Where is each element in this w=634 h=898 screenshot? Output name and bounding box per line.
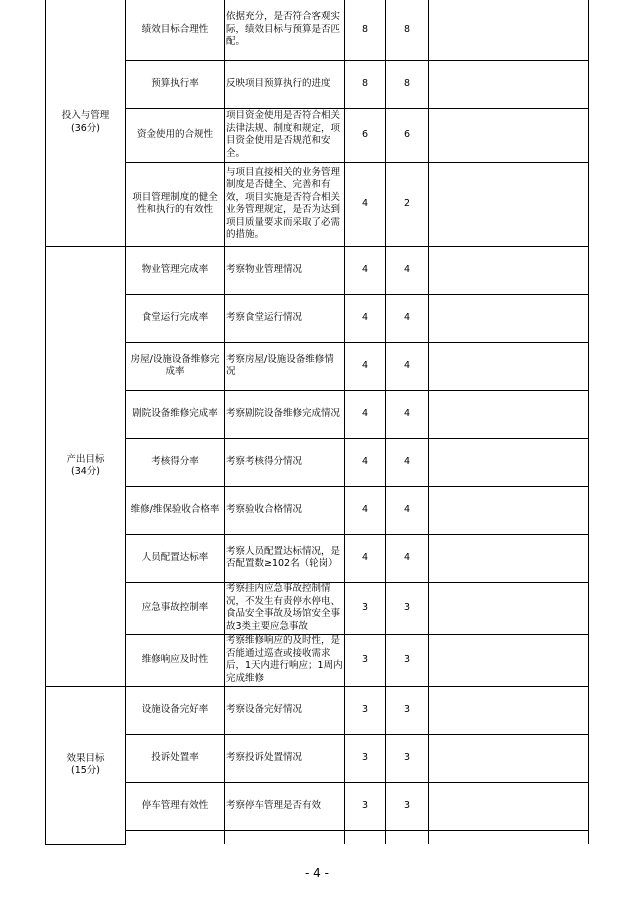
- indicator-cell: 设施设备完好率: [126, 686, 225, 734]
- evaluation-table-sheet: [45, 0, 588, 862]
- table-row: [46, 162, 589, 246]
- description-cell: 考察停车管理是否有效: [225, 782, 345, 830]
- description-cell: 考察验收合格情况: [225, 486, 345, 534]
- note-cell: [429, 390, 589, 438]
- description-cell: 与项目直接相关的业务管理制度是否健全、完善和有效，项目实施是否符合相关业务管理规定，是否为达到项目质量要求而采取了必需的措施。: [225, 162, 345, 246]
- score-cell: 4: [386, 246, 429, 294]
- score-cell: 4: [386, 534, 429, 582]
- score-cell: 2: [386, 162, 429, 246]
- weight-cell: 8: [345, 0, 386, 60]
- weight-cell: 3: [345, 634, 386, 686]
- note-cell: [429, 162, 589, 246]
- indicator-cell: 食堂运行完成率: [126, 294, 225, 342]
- indicator-cell: [126, 830, 225, 844]
- description-cell: [225, 830, 345, 844]
- score-cell: 4: [386, 342, 429, 390]
- indicator-cell: 考核得分率: [126, 438, 225, 486]
- table-row: [46, 342, 589, 390]
- weight-cell: [345, 830, 386, 844]
- weight-cell: 6: [345, 108, 386, 162]
- weight-cell: 8: [345, 60, 386, 108]
- note-cell: [429, 534, 589, 582]
- indicator-cell: 绩效目标合理性: [126, 0, 225, 60]
- note-cell: [429, 60, 589, 108]
- indicator-cell: 剧院设备维修完成率: [126, 390, 225, 438]
- table-row: [46, 686, 589, 734]
- score-cell: 8: [386, 60, 429, 108]
- description-cell: 考察食堂运行情况: [225, 294, 345, 342]
- category-name: 产出目标: [66, 453, 105, 465]
- score-cell: 3: [386, 734, 429, 782]
- table-row: [46, 782, 589, 830]
- description-cell: 考察房屋/设施设备维修情况: [225, 342, 345, 390]
- note-cell: [429, 438, 589, 486]
- table-row: [46, 486, 589, 534]
- description-cell: 项目资金使用是否符合相关法律法规、制度和规定，项目资金使用是否规范和安全。: [225, 108, 345, 162]
- score-cell: 6: [386, 108, 429, 162]
- indicator-cell: 投诉处置率: [126, 734, 225, 782]
- description-cell: 考察投诉处置情况: [225, 734, 345, 782]
- description-cell: 考察人员配置达标情况，是否配置数≥102名（轮岗）: [225, 534, 345, 582]
- indicator-cell: 维修响应及时性: [126, 634, 225, 686]
- note-cell: [429, 246, 589, 294]
- indicator-cell: 停车管理有效性: [126, 782, 225, 830]
- indicator-cell: 物业管理完成率: [126, 246, 225, 294]
- category-score: (15分): [70, 765, 100, 776]
- indicator-cell: 预算执行率: [126, 60, 225, 108]
- note-cell: [429, 0, 589, 60]
- note-cell: [429, 634, 589, 686]
- table-row: [46, 294, 589, 342]
- weight-cell: 3: [345, 782, 386, 830]
- table-row: [46, 438, 589, 486]
- table-row: [46, 582, 589, 634]
- description-cell: 依据充分，是否符合客观实际，绩效目标与预算是否匹配。: [225, 0, 345, 60]
- table-row: [46, 534, 589, 582]
- note-cell: [429, 294, 589, 342]
- category-cell: [46, 686, 126, 844]
- description-cell: 考察物业管理情况: [225, 246, 345, 294]
- category-cell: [46, 0, 126, 246]
- indicator-cell: 应急事故控制率: [126, 582, 225, 634]
- table-row: [46, 734, 589, 782]
- weight-cell: 4: [345, 390, 386, 438]
- description-cell: 考察考核得分情况: [225, 438, 345, 486]
- score-cell: 3: [386, 782, 429, 830]
- table-row: [46, 108, 589, 162]
- description-cell: 考察设备完好情况: [225, 686, 345, 734]
- indicator-cell: 资金使用的合规性: [126, 108, 225, 162]
- note-cell: [429, 342, 589, 390]
- score-cell: 4: [386, 486, 429, 534]
- note-cell: [429, 734, 589, 782]
- description-cell: 考察维修响应的及时性，是否能通过巡查或接收需求后，1天内进行响应；1周内完成维修: [225, 634, 345, 686]
- weight-cell: 4: [345, 534, 386, 582]
- score-cell: 4: [386, 390, 429, 438]
- category-name: 效果目标: [66, 752, 105, 764]
- score-cell: 3: [386, 634, 429, 686]
- description-cell: 考察剧院设备维修完成情况: [225, 390, 345, 438]
- indicator-cell: 人员配置达标率: [126, 534, 225, 582]
- weight-cell: 4: [345, 486, 386, 534]
- score-cell: 3: [386, 686, 429, 734]
- weight-cell: 4: [345, 342, 386, 390]
- weight-cell: 3: [345, 686, 386, 734]
- score-cell: 3: [386, 582, 429, 634]
- score-cell: [386, 830, 429, 844]
- score-cell: 4: [386, 438, 429, 486]
- category-cell: [46, 246, 126, 686]
- table-row: [46, 830, 589, 844]
- indicator-cell: 项目管理制度的健全性和执行的有效性: [126, 162, 225, 246]
- weight-cell: 4: [345, 162, 386, 246]
- category-name: 投入与管理: [61, 110, 110, 122]
- note-cell: [429, 830, 589, 844]
- table-row: [46, 246, 589, 294]
- weight-cell: 3: [345, 734, 386, 782]
- weight-cell: 4: [345, 294, 386, 342]
- table-row: [46, 634, 589, 686]
- note-cell: [429, 686, 589, 734]
- page-number: - 4 -: [305, 866, 329, 880]
- description-cell: 反映项目预算执行的进度: [225, 60, 345, 108]
- score-cell: 4: [386, 294, 429, 342]
- score-cell: 8: [386, 0, 429, 60]
- note-cell: [429, 486, 589, 534]
- table-row: [46, 0, 589, 60]
- note-cell: [429, 582, 589, 634]
- description-cell: 考察挂内应急事故控制情况，不发生有责停水停电、食品安全事故及场馆安全事故3类主要应急事故: [225, 582, 345, 634]
- table-row: [46, 60, 589, 108]
- indicator-cell: 房屋/设施设备维修完成率: [126, 342, 225, 390]
- note-cell: [429, 108, 589, 162]
- category-score: (36分): [70, 122, 100, 134]
- category-score: (34分): [70, 466, 100, 477]
- indicator-cell: 维修/维保验收合格率: [126, 486, 225, 534]
- weight-cell: 3: [345, 582, 386, 634]
- table-row: [46, 390, 589, 438]
- evaluation-table: [45, 0, 589, 845]
- weight-cell: 4: [345, 246, 386, 294]
- note-cell: [429, 782, 589, 830]
- weight-cell: 4: [345, 438, 386, 486]
